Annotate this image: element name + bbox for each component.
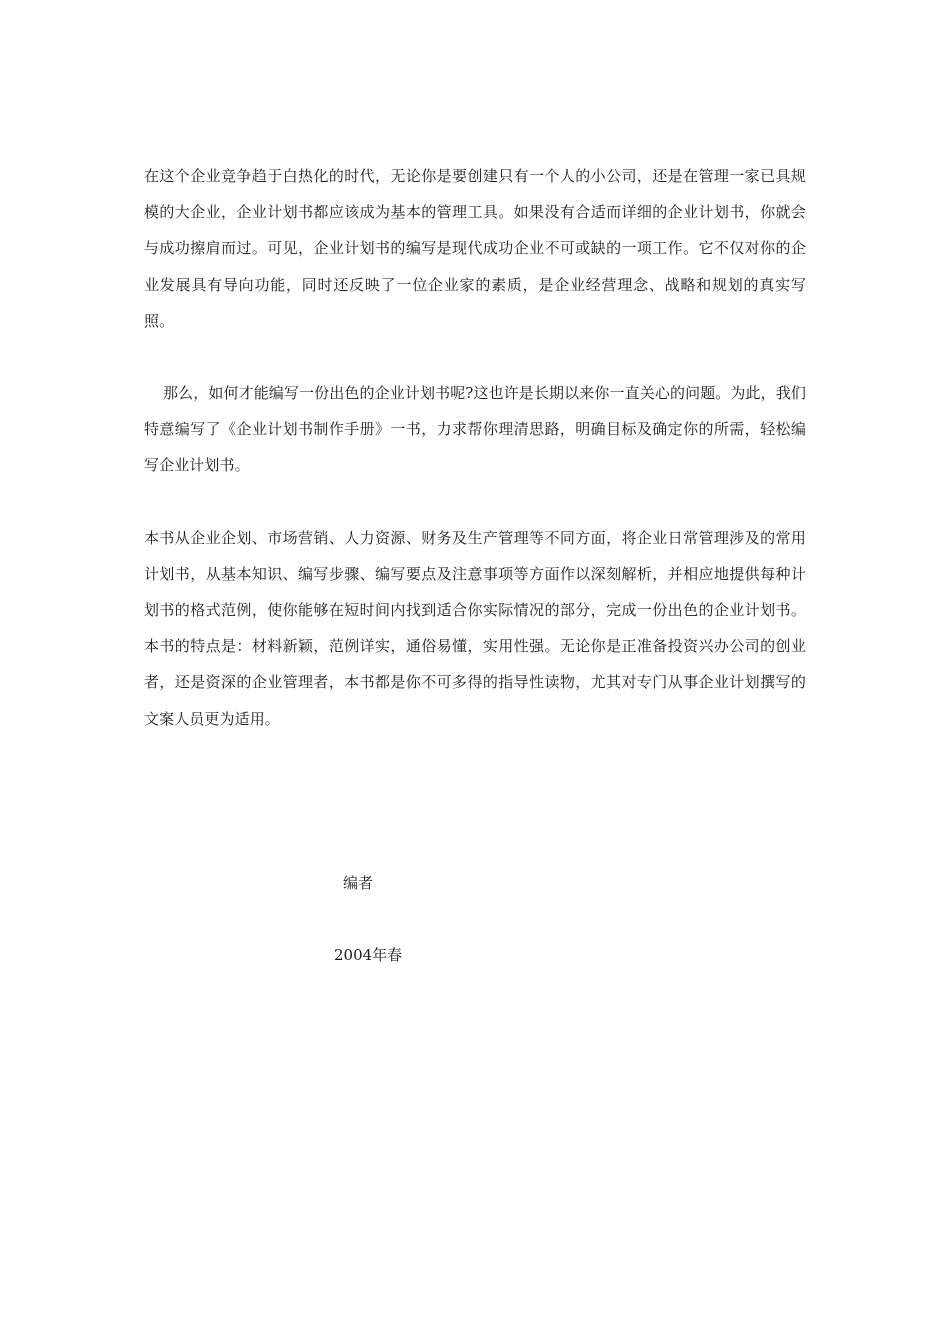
- preface-paragraph-1: 在这个企业竞争趋于白热化的时代，无论你是要创建只有一个人的小公司，还是在管理一家已具规模的大企业，企业计划书都应该成为基本的管理工具。如果没有合适而详细的企业计划书，你就会与成功擦肩而过。可见，企业计划书的编写是现代成功企业不可或缺的一项工作。它不仅对你的企业发展具有导向功能，同时还反映了一位企业家的素质，是企业经营理念、战略和规划的真实写照。: [144, 167, 806, 330]
- signature-date: 2004年春: [334, 946, 403, 964]
- preface-paragraph-2: 那么，如何才能编写一份出色的企业计划书呢?这也许是长期以来你一直关心的问题。为此，我们特意编写了《企业计划书制作手册》一书，力求帮你理清思路，明确目标及确定你的所需，轻松编写企业计划书。: [144, 384, 806, 475]
- signature-author: 编者: [343, 874, 374, 892]
- paragraph-spacer: [144, 484, 806, 520]
- preface-paragraph-3: 本书从企业企划、市场营销、人力资源、财务及生产管理等不同方面，将企业日常管理涉及的常用计划书，从基本知识、编写步骤、编写要点及注意事项等方面作以深刻解析，并相应地提供每种计划书的格式范例，使你能够在短时间内找到适合你实际情况的部分，完成一份出色的企业计划书。本书的特点是：材料新颖，范例详实，通俗易懂，实用性强。无论你是正准备投资兴办公司的创业者，还是资深的企业管理者，本书都是你不可多得的指导性读物，尤其对专门从事企业计划撰写的文案人员更为适用。: [144, 528, 806, 728]
- paragraph-spacer: [144, 339, 806, 375]
- preface-body: [144, 158, 806, 737]
